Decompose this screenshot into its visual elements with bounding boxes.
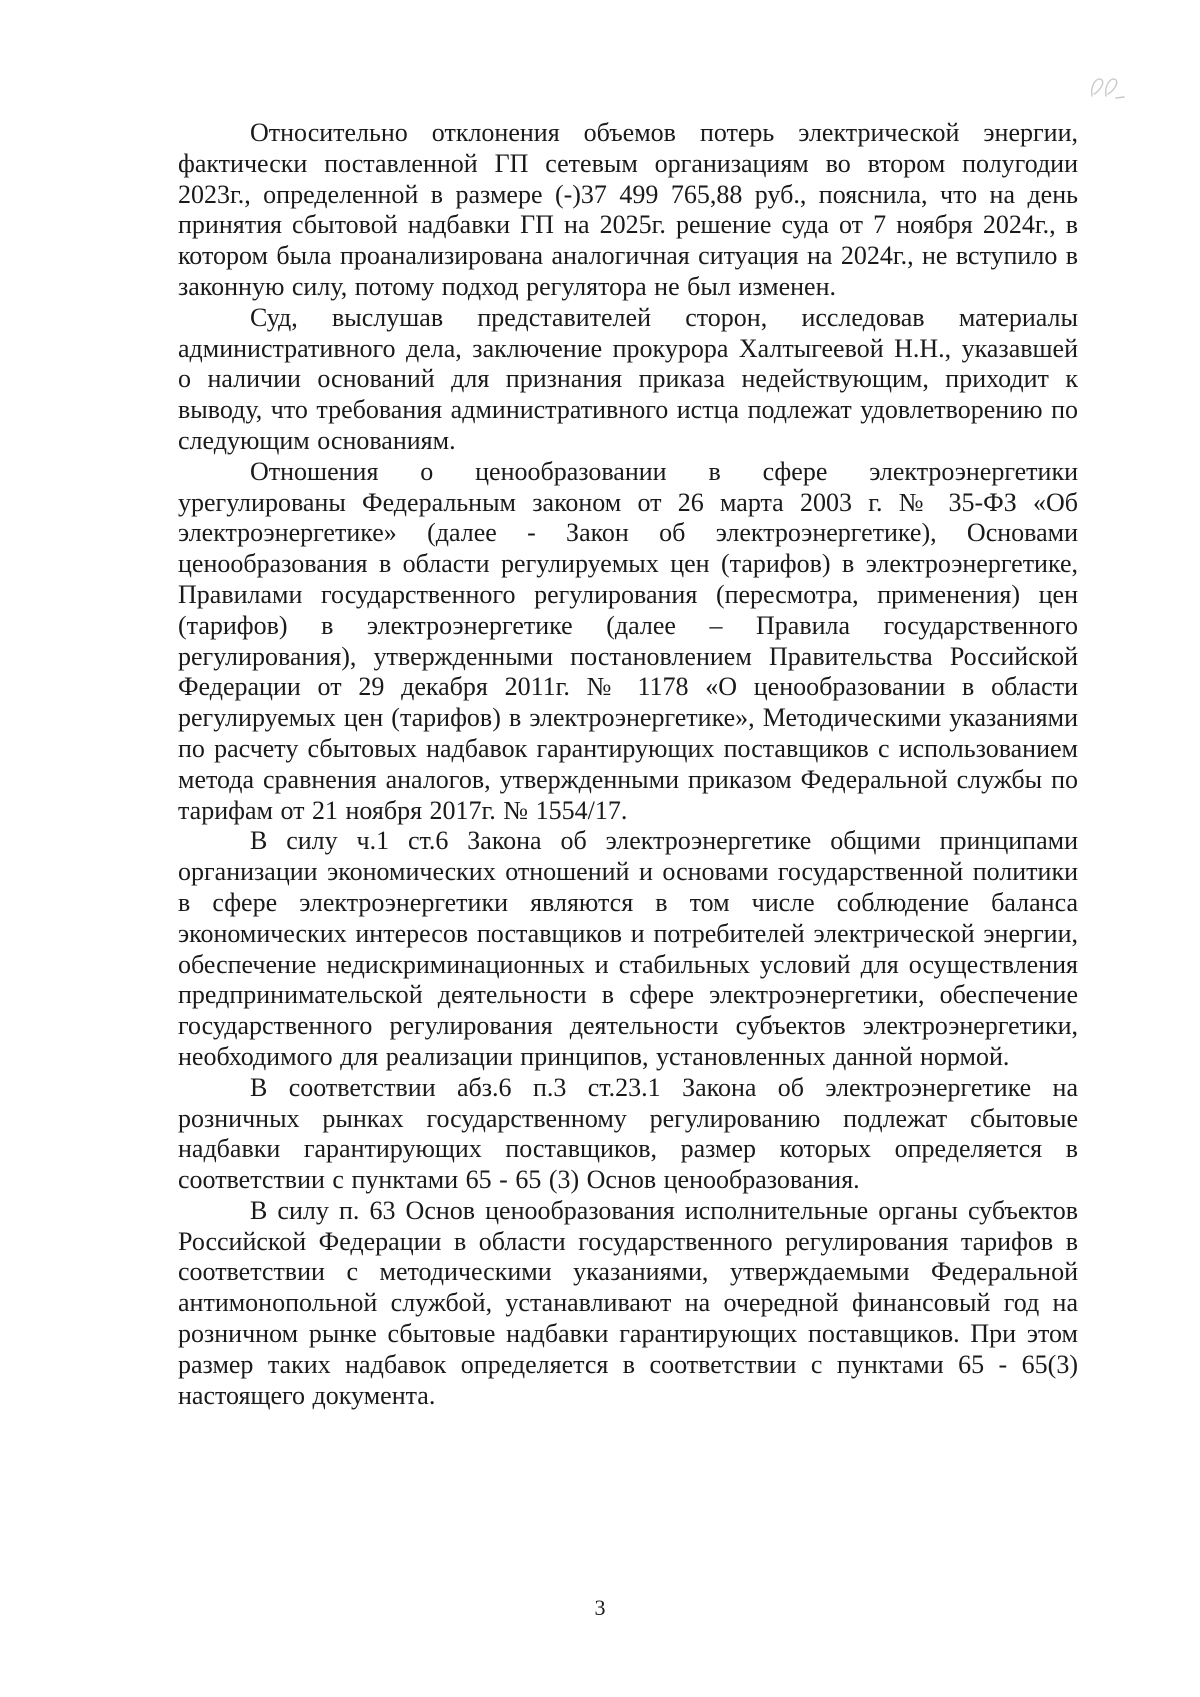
page-number: 3: [594, 1595, 606, 1620]
paragraph: Относительно отклонения объемов потерь электрической энергии, фактически поставленной ГП сетевым организациям во втором полугодии 2023г., определенной в размере (-)37 499 765,88 руб., пояснила, что на день принятия сбытовой надбавки ГП на 2025г. решение суда от 7 ноября 2024г., в котором была проанализирована аналогичная ситуация на 2024г., не вступило в законную силу, потому подход регулятора не был изменен.: [178, 118, 1078, 301]
paragraph: В соответствии абз.6 п.3 ст.23.1 Закона об электроэнергетике на розничных рынках государственному регулированию подлежат сбытовые надбавки гарантирующих поставщиков, размер которых определяется в соответствии с пунктами 65 - 65 (3) Основ ценообразования.: [178, 1072, 1078, 1195]
handwritten-page-mark: [1086, 70, 1128, 104]
paragraph: В силу п. 63 Основ ценообразования исполнительные органы субъектов Российской Федерации в области государственного регулирования тарифов в соответствии с методическими указаниями, утверждаемыми Федеральной антимонопольной службой, устанавливают на очередной финансовый год на розничном рынке сбытовые надбавки гарантирующих поставщиков. При этом размер таких надбавок определяется в соответствии с пунктами 65 - 65(3) настоящего документа.: [178, 1195, 1078, 1410]
paragraph: Отношения о ценообразовании в сфере электроэнергетики урегулированы Федеральным законом от 26 марта 2003 г. № 35-ФЗ «Об электроэнергетике» (далее - Закон об электроэнергетике), Основами ценообразования в области регулируемых цен (тарифов) в электроэнергетике, Правилами государственного регулирования (пересмотра, применения) цен (тарифов) в электроэнергетике (далее – Правила государственного регулирования), утвержденными постановлением Правительства Российской Федерации от 29 декабря 2011г. № 1178 «О ценообразовании в области регулируемых цен (тарифов) в электроэнергетике», Методическими указаниями по расчету сбытовых надбавок гарантирующих поставщиков с использованием метода сравнения аналогов, утвержденными приказом Федеральной службы по тарифам от 21 ноября 2017г. № 1554/17.: [178, 456, 1078, 825]
paragraph: В силу ч.1 ст.6 Закона об электроэнергетике общими принципами организации экономических отношений и основами государственной политики в сфере электроэнергетики являются в том числе соблюдение баланса экономических интересов поставщиков и потребителей электрической энергии, обеспечение недискриминационных и стабильных условий для осуществления предпринимательской деятельности в сфере электроэнергетики, обеспечение государственного регулирования деятельности субъектов электроэнергетики, необходимого для реализации принципов, установленных данной нормой.: [178, 826, 1078, 1071]
paragraph: Суд, выслушав представителей сторон, исследовав материалы административного дела, заключение прокурора Халтыгеевой Н.Н., указавшей о наличии оснований для признания приказа недействующим, приходит к выводу, что требования административного истца подлежат удовлетворению по следующим основаниям.: [178, 302, 1078, 455]
document-body: [178, 118, 1078, 1411]
